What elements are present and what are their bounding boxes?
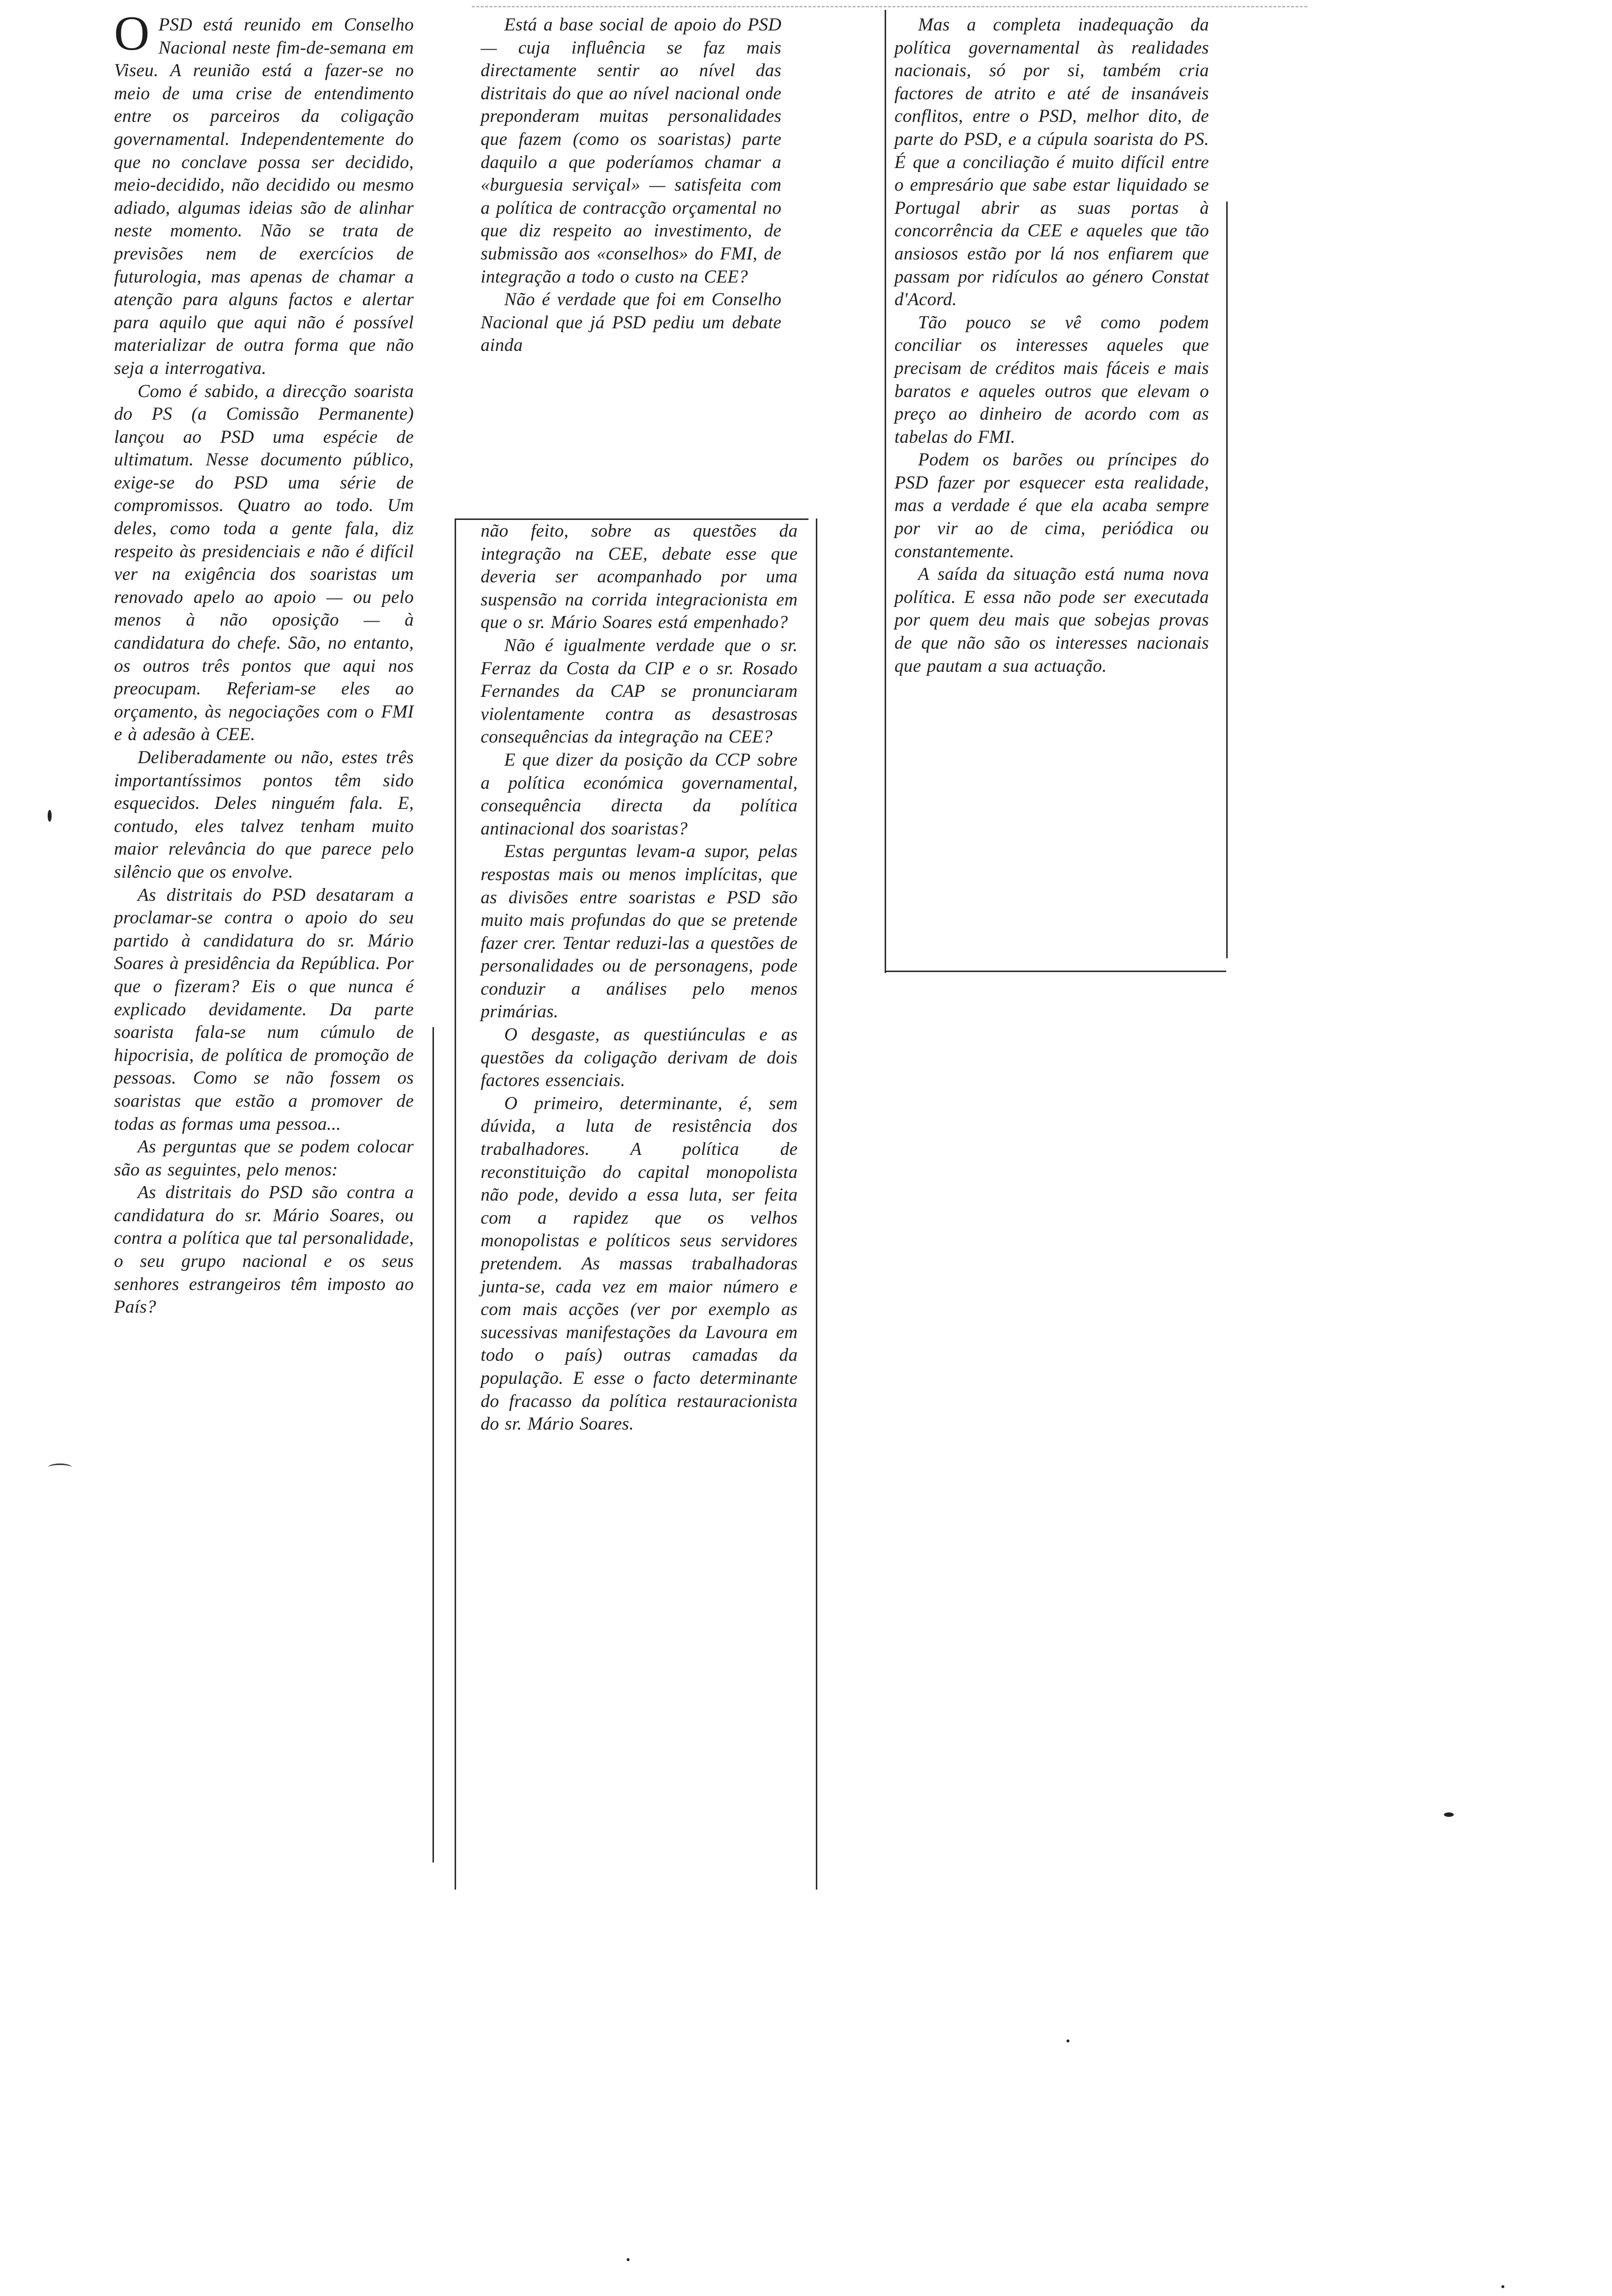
paragraph: Está a base social de apoio do PSD — cuja influência se faz mais directamente sentir ao nível das distritais do que ao nível nacional onde preponderam muitas personalidades que fazem (como os soaristas) parte daquilo a que poderíamos chamar a «burguesia serviçal» — satisfeita com a política de contracção orçamental no que diz respeito ao investimento, de submissão aos «conselhos» do FMI, de integração a todo o custo na CEE? [481,15,781,287]
article-column-1 [114,6,414,1319]
scan-speck [1444,1812,1454,1817]
scan-speck [1501,2285,1504,2288]
paragraph: Estas perguntas levam-a supor, pelas respostas mais ou menos implícitas, que as divisões entre soaristas e PSD são muito mais profundas do que se pretende fazer crer. Tentar reduzi-las a questões de personalidades ou de personagens, pode conduzir a análises pelo menos primárias. [481,841,798,1022]
scan-speck [1066,2039,1069,2042]
paragraph: Deliberadamente ou não, estes três importantíssimos pontos têm sido esquecidos. Deles ninguém fala. E, contudo, eles talvez tenham muito maior relevância do que parece pelo silêncio que os envolve. [114,747,414,882]
paragraph: O desgaste, as questiúnculas e as questões da coligação derivam de dois factores essenciais. [481,1025,798,1091]
column-2-box-right-rule [816,518,817,1890]
paragraph: E que dizer da posição da CCP sobre a política económica governamental, consequência directa da política antinacional dos soaristas? [481,749,798,839]
drop-cap: O [114,6,150,60]
paragraph: Não é verdade que foi em Conselho Nacional que já PSD pediu um debate ainda [481,289,781,356]
paragraph: OPSD está reunido em Conselho Nacional neste fim-de-semana em Viseu. A reunião está a fazer-se no meio de uma crise de entendimento entre os parceiros da coligação governamental. Independentemente do que no conclave possa ser decidido, meio-decidido, não decidido ou mesmo adiado, algumas ideias são de alinhar neste momento. Não se trata de previsões nem de exercícios de futurologia, mas apenas de chamar a atenção para alguns factos e alertar para aquilo que aqui não é possível materializar de outra forma que não seja a interrogativa. [114,6,414,378]
paragraph: Não é igualmente verdade que o sr. Ferraz da Costa da CIP e o sr. Rosado Fernandes da CAP se pronunciaram violentamente contra as desastrosas consequências da integração na CEE? [481,635,798,747]
article-column-2-top [481,14,781,357]
scan-mark [48,1464,72,1471]
article-column-3 [894,14,1209,678]
article-column-2-bottom [481,520,798,1436]
paragraph: O primeiro, determinante, é, sem dúvida, a luta de resistência dos trabalhadores. A política de reconstituição do capital monopolista não pode, devido a essa luta, ser feita com a rapidez que os velhos monopolistas e políticos seus servidores pretendem. As massas trabalhadoras junta-se, cada vez em maior número e com mais acções (ver por exemplo as sucessivas manifestações da Lavoura em todo o país) outras camadas da população. E esse o facto determinante do fracasso da política restauracionista do sr. Mário Soares. [481,1093,798,1435]
paragraph: As distritais do PSD são contra a candidatura do sr. Mário Soares, ou contra a política que tal personalidade, o seu grupo nacional e os seus senhores estrangeiros têm imposto ao País? [114,1182,414,1318]
column-3-left-rule [885,10,886,973]
paragraph: Mas a completa inadequação da política governamental às realidades nacionais, só por si, também cria factores de atrito e até de insanáveis conflitos, entre o PSD, melhor dito, de parte do PSD, e a cúpula soarista do PS. É que a conciliação é muito difícil entre o empresário que sabe estar liquidado se Portugal abrir as suas portas à concorrência da CEE e aqueles que tão ansiosos estão por lá nos enfiarem que passam por ridículos ao género Constat d'Acord. [894,15,1209,310]
paragraph: As perguntas que se podem colocar são as seguintes, pelo menos: [114,1137,414,1180]
paragraph: A saída da situação está numa nova política. E essa não pode ser executada por quem deu mais que sobejas provas de que não são os interesses nacionais que pautam a sua actuação. [894,564,1209,676]
column-3-right-rule [1226,201,1228,958]
top-dashed-edge [472,6,1307,7]
column-2-box-left-rule [455,518,456,1890]
column-3-bottom-rule [885,971,1226,972]
paragraph: não feito, sobre as questões da integração na CEE, debate esse que deveria ser acompanhado por uma suspensão na corrida integracionista em que o sr. Mário Soares está empenhado? [481,521,798,633]
paragraph: Podem os barões ou príncipes do PSD fazer por esquecer esta realidade, mas a verdade é que ela acaba sempre por vir ao de cima, periódica ou constantemente. [894,450,1209,562]
paragraph: Como é sabido, a direcção soarista do PS (a Comissão Permanente) lançou ao PSD uma espécie de ultimatum. Nesse documento público, exige-se do PSD uma série de compromissos. Quatro ao todo. Um deles, como toda a gente fala, diz respeito às presidenciais e não é difícil ver na exigência dos soaristas um renovado apelo ao apoio — ou pelo menos à não oposição — à candidatura do chefe. São, no entanto, os outros três pontos que aqui nos preocupam. Referiam-se eles ao orçamento, às negociações com o FMI e à adesão à CEE. [114,381,414,745]
scan-speck [48,810,52,822]
scan-speck [627,2258,630,2261]
paragraph: Tão pouco se vê como podem conciliar os interesses aqueles que precisam de créditos mais fáceis e mais baratos e aqueles outros que elevam o preço ao dinheiro de acordo com as tabelas do FMI. [894,312,1209,447]
paragraph: As distritais do PSD desataram a proclamar-se contra o apoio do seu partido à candidatura do sr. Mário Soares à presidência da República. Por que o fizeram? Eis o que nunca é explicado devidamente. Da parte soarista fala-se num cúmulo de hipocrisia, de política de promoção de pessoas. Como se não fossem os soaristas que estão a promover de todas as formas uma pessoa... [114,885,414,1134]
column-1-right-rule [432,1027,434,1863]
